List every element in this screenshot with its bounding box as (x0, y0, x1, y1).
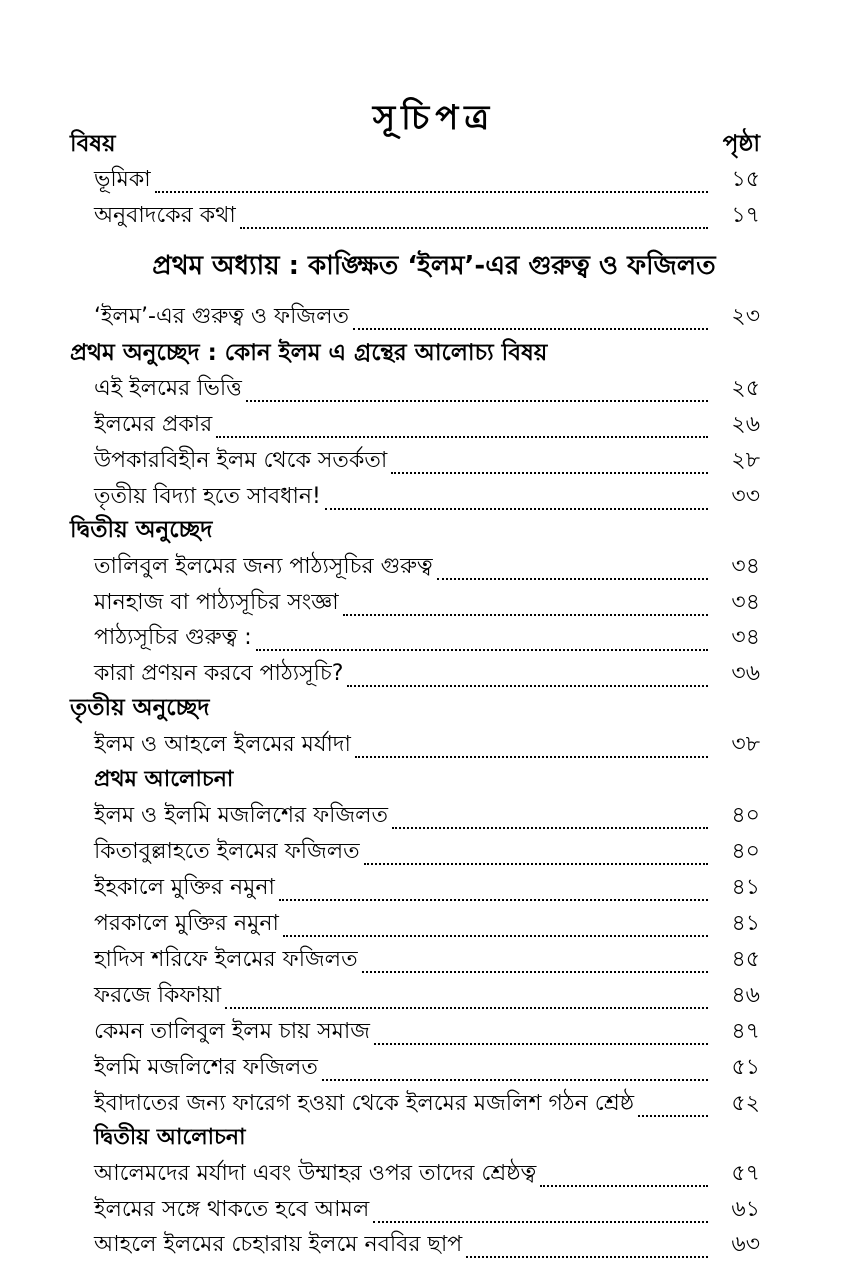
toc-entry: ইবাদাতের জন্য ফারেগ হওয়া থেকে ইলমের মজলিশ গঠন শ্রেষ্ঠ ৫২ (94, 1091, 760, 1116)
section-heading: দ্বিতীয় অনুচ্ছেদ (70, 517, 213, 543)
toc-entry: তালিবুল ইলমের জন্য পাঠ্যসূচির গুরুত্ব ৩৪ (94, 554, 760, 579)
section-heading: তৃতীয় অনুচ্ছেদ (70, 695, 210, 721)
toc-entry: ‘ইলম’-এর গুরুত্ব ও ফজিলত ২৩ (94, 304, 760, 329)
toc-entry: কিতাবুল্লাহতে ইলমের ফজিলত ৪০ (94, 839, 760, 864)
subsection-heading: প্রথম আলোচনা (94, 767, 234, 792)
toc-entry: ইলম ও ইলমি মজলিশের ফজিলত ৪০ (94, 803, 760, 828)
subject-header: বিষয় (70, 131, 116, 157)
toc-entry: হাদিস শরিফে ইলমের ফজিলত ৪৫ (94, 947, 760, 972)
toc-header-row (70, 128, 760, 164)
toc-entry: ফরজে কিফায়া ৪৬ (94, 983, 760, 1008)
toc-entry: অনুবাদকের কথা ১৭ (94, 203, 760, 228)
toc-entry: এই ইলমের ভিত্তি ২৫ (94, 376, 760, 401)
toc-entry: কেমন তালিবুল ইলম চায় সমাজ ৪৭ (94, 1019, 760, 1044)
toc-entry: ভূমিকা ১৫ (94, 167, 760, 192)
subsection-heading: দ্বিতীয় আলোচনা (94, 1125, 246, 1150)
toc-entry: পাঠ্যসূচির গুরুত্ব : ৩৪ (94, 625, 760, 650)
toc-entry: ইহকালে মুক্তির নমুনা ৪১ (94, 875, 760, 900)
toc-entry: আলেমদের মর্যাদা এবং উম্মাহর ওপর তাদের শ্রেষ্ঠত্ব ৫৭ (94, 1161, 760, 1186)
toc-entry: আহলে ইলমের চেহারায় ইলমে নববির ছাপ ৬৩ (94, 1232, 760, 1257)
toc-entry: কারা প্রণয়ন করবে পাঠ্যসূচি? ৩৬ (94, 661, 760, 686)
section-heading: প্রথম অনুচ্ছেদ : কোন ইলম এ গ্রন্থের আলোচ্য বিষয় (70, 340, 548, 366)
toc-entry: ইলমের সঙ্গে থাকতে হবে আমল ৬১ (94, 1197, 760, 1222)
toc-entry: ইলম ও আহলে ইলমের মর্যাদা ৩৮ (94, 732, 760, 757)
page-title: সূচিপত্র (372, 98, 496, 138)
page-header: পৃষ্ঠা (722, 131, 760, 157)
toc-entry: ইলমের প্রকার ২৬ (94, 412, 760, 437)
toc-entry: পরকালে মুক্তির নমুনা ৪১ (94, 911, 760, 936)
toc-entry: ইলমি মজলিশের ফজিলত ৫১ (94, 1055, 760, 1080)
chapter-title: প্রথম অধ্যায় : কাঙ্ক্ষিত ‘ইলম’-এর গুরুত্ব ও ফজিলত (152, 251, 716, 281)
toc-entry: মানহাজ বা পাঠ্যসূচির সংজ্ঞা ৩৪ (94, 590, 760, 615)
toc-entry: তৃতীয় বিদ্যা হতে সাবধান! ৩৩ (94, 484, 760, 509)
toc-entry: উপকারবিহীন ইলম থেকে সতর্কতা ২৮ (94, 448, 760, 473)
